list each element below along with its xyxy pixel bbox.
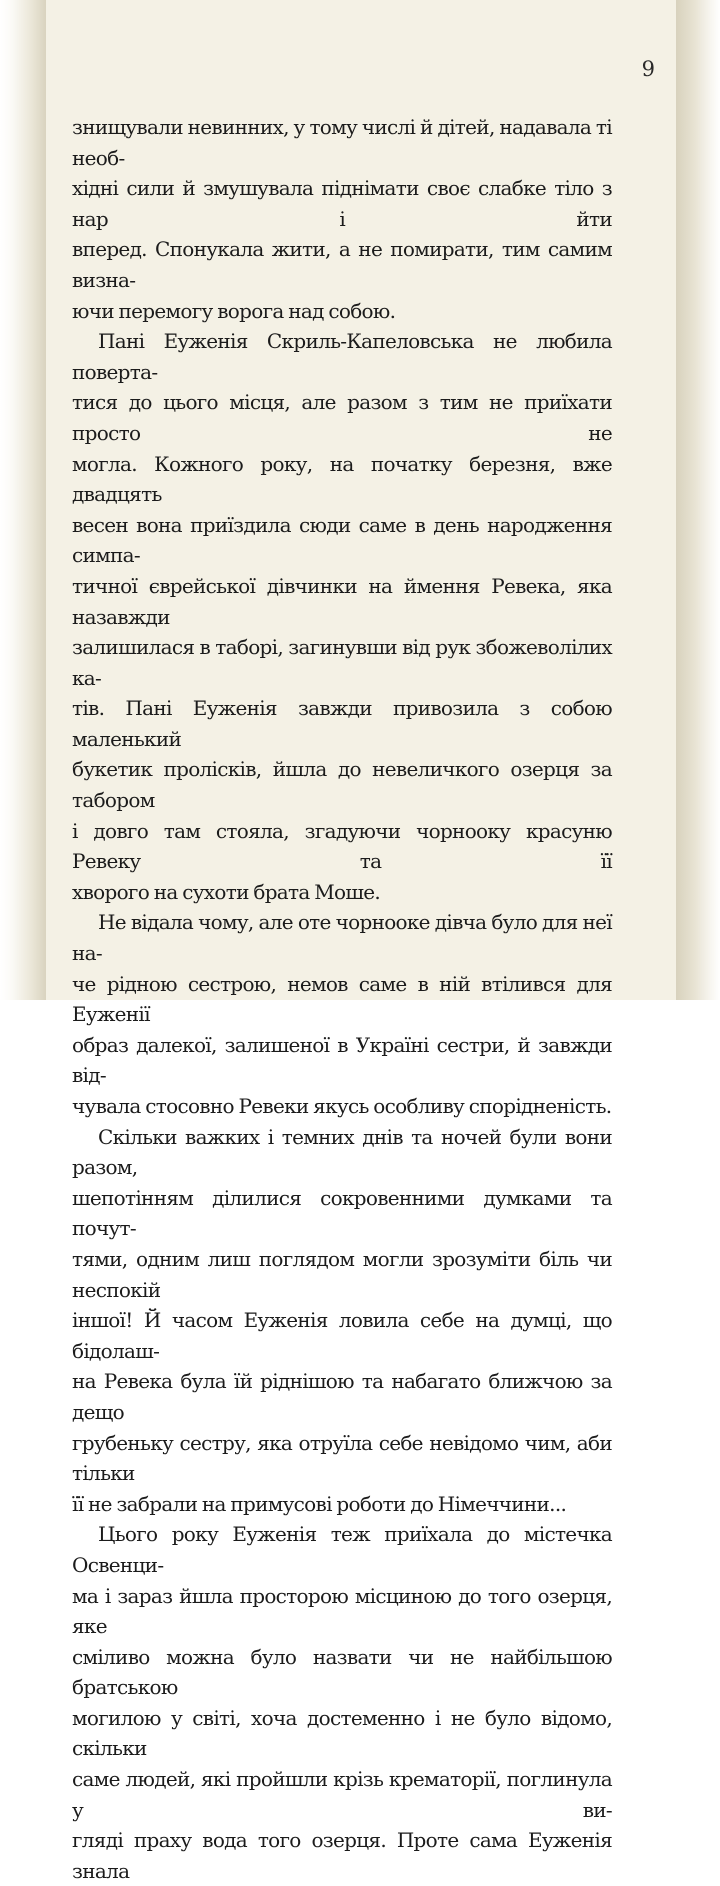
page-gutter-shadow: [0, 0, 46, 1000]
text-line: сміливо можна було назвати чи не найбільшою братською: [72, 1644, 612, 1700]
text-line: іншої! Й часом Еуженія ловила себе на думці, що бідолаш-: [72, 1308, 612, 1363]
text-line: саме людей, які пройшли крізь крематорії, поглинула у ви-: [72, 1767, 612, 1822]
text-line: могла. Кожного року, на початку березня, вже двадцять: [72, 451, 612, 507]
text-line: тися до цього місця, але разом з тим не приїхати просто не: [72, 390, 612, 445]
text-line: весен вона приїздила сюди саме в день народження симпа-: [72, 512, 612, 568]
text-line: шепотінням ділилися сокровенними думками та почут-: [72, 1185, 612, 1241]
body-text: [72, 112, 612, 1886]
text-line: Скільки важких і темних днів та ночей були вони разом,: [72, 1124, 612, 1180]
text-line: грубеньку сестру, яка отруїла себе невідомо чим, аби тільки: [72, 1430, 612, 1486]
text-line: Не відала чому, але оте чорнооке дівча було для неї на-: [72, 910, 612, 966]
text-line: залишилася в таборі, загинувши від рук збожеволілих ка-: [72, 635, 612, 690]
text-line: хідні сили й змушувала піднімати своє слабке тіло з нар і йти: [72, 176, 612, 231]
text-line: че рідною сестрою, немов саме в ній втілився для Еуженії: [72, 971, 612, 1027]
text-line: Цього року Еуженія теж приїхала до містечка Освенци-: [72, 1522, 612, 1577]
text-line: чувала стосовно Ревеки якусь особливу спорідненість.: [72, 1094, 612, 1118]
text-line: тів. Пані Еуженія завжди привозила з собою маленький: [72, 696, 612, 751]
page-edge-shadow: [676, 0, 720, 1000]
text-line: її не забрали на примусові роботи до Німеччини...: [72, 1491, 567, 1516]
text-line: і довго там стояла, згадуючи чорнооку красуню Ревеку та її: [72, 818, 612, 874]
text-line: тями, одним лиш поглядом могли зрозуміти біль чи неспокій: [72, 1246, 612, 1302]
text-line: ючи перемогу ворога над собою.: [72, 298, 396, 323]
text-line: букетик пролісків, йшла до невеличкого озерця за табором: [72, 757, 612, 813]
text-line: ма і зараз йшла просторою місциною до того озерця, яке: [72, 1583, 612, 1639]
text-line: тичної єврейської дівчинки на ймення Ревека, яка назавжди: [72, 573, 612, 629]
text-line: образ далекої, залишеної в Україні сестри, й завжди від-: [72, 1032, 612, 1088]
text-line: вперед. Спонукала жити, а не помирати, тим самим визна-: [72, 237, 612, 292]
text-line: на Ревека була їй ріднішою та набагато ближчою за дещо: [72, 1369, 612, 1424]
page-number: 9: [641, 57, 655, 81]
text-line: могилою у світі, хоча достеменно і не було відомо, скільки: [72, 1705, 612, 1761]
text-line: гляді праху вода того озерця. Проте сама Еуженія знала: [72, 1828, 612, 1883]
text-line: хворого на сухоти брата Моше.: [72, 879, 381, 904]
text-line: Пані Еуженія Скриль-Капеловська не любила поверта-: [72, 329, 612, 384]
text-line: знищували невинних, у тому числі й дітей, надавала ті необ-: [72, 115, 612, 170]
